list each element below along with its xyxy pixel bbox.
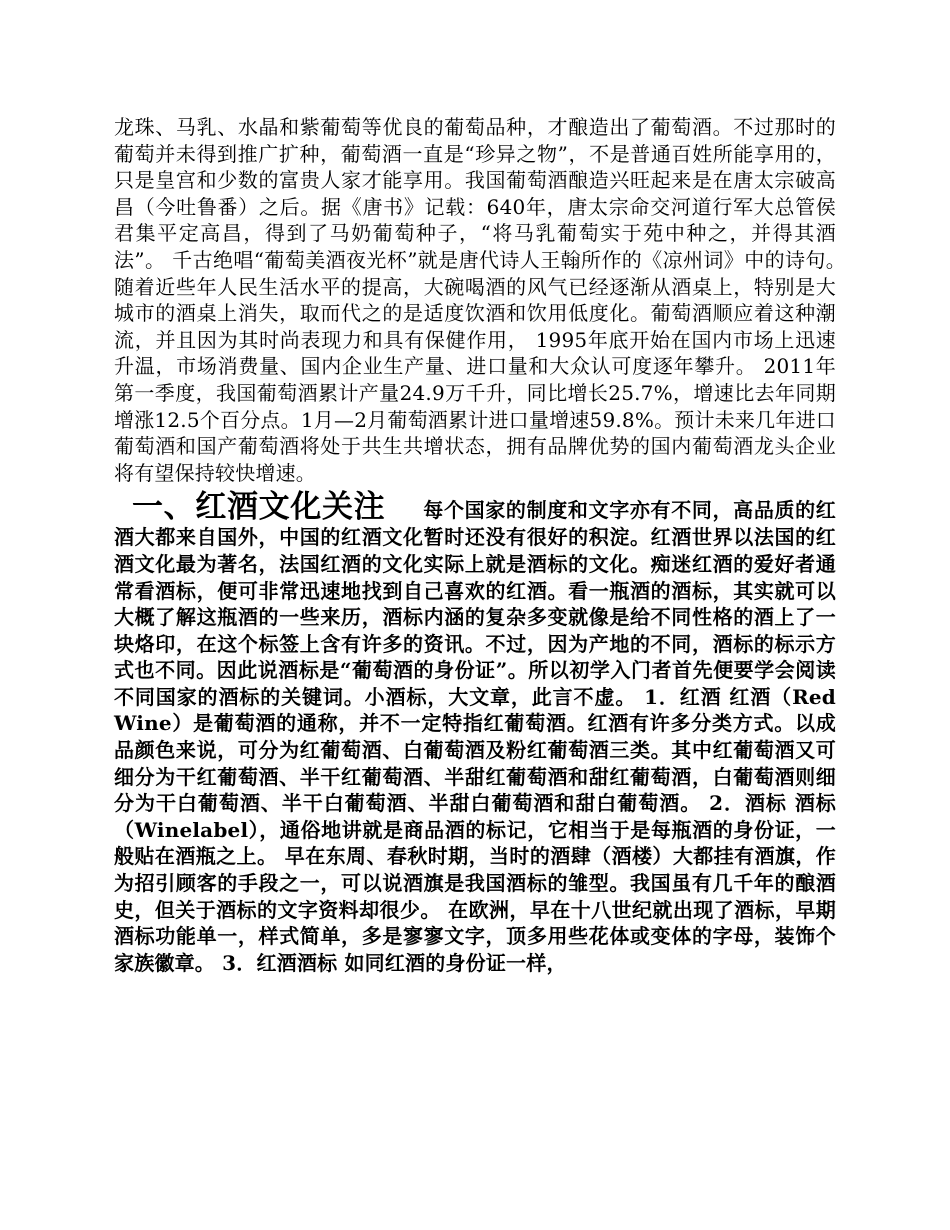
document-page [114,114,863,976]
section-body: 每个国家的制度和文字亦有不同，高品质的红酒大都来自国外，中国的红酒文化暂时还没有很好的积淀。红酒世界以法国的红酒文化最为著名，法国红酒的文化实际上就是酒标的文化。痴迷红酒的爱好者通常看酒标，便可非常迅速地找到自己喜欢的红酒。看一瓶酒的酒标，其实就可以大概了解这瓶酒的一些来历，酒标内涵的复杂多变就像是给不同性格的酒上了一块烙印，在这个标签上含有许多的资讯。不过，因为产地的不同，酒标的标示方式也不同。因此说酒标是“葡萄酒的身份证”。所以初学入门者首先便要学会阅读不同国家的酒标的关键词。小酒标，大文章，此言不虚。 1．红酒 红酒（Red Wine）是葡萄酒的通称，并不一定特指红葡萄酒。红酒有许多分类方式。以成品颜色来说，可分为红葡萄酒、白葡萄酒及粉红葡萄酒三类。其中红葡萄酒又可细分为干红葡萄酒、半干红葡萄酒、半甜红葡萄酒和甜红葡萄酒，白葡萄酒则细分为干白葡萄酒、半干白葡萄酒、半甜白葡萄酒和甜白葡萄酒。 2．酒标 酒标（Winelabel），通俗地讲就是商品酒的标记，它相当于是每瓶酒的身份证，一般贴在酒瓶之上。 早在东周、春秋时期，当时的酒肆（酒楼）大都挂有酒旗，作为招引顾客的手段之一，可以说酒旗是我国酒标的雏型。我国虽有几千年的酿酒史，但关于酒标的文字资料却很少。 在欧洲，早在十八世纪就出现了酒标，早期酒标功能单一，样式简单，多是寥寥文字，顶多用些花体或变体的字母，装饰个家族徽章。 3．红酒酒标 如同红酒的身份证一样， [114,498,837,975]
intro-paragraph: 龙珠、马乳、水晶和紫葡萄等优良的葡萄品种，才酿造出了葡萄酒。不过那时的葡萄并未得到推广扩种，葡萄酒一直是“珍异之物”，不是普通百姓所能享用的，只是皇宫和少数的富贵人家才能享用。我国葡萄酒酿造兴旺起来是在唐太宗破高昌（今吐鲁番）之后。据《唐书》记载：640年，唐太宗命交河道行军大总管侯君集平定高昌，得到了马奶葡萄种子，“将马乳葡萄实于苑中种之，并得其酒法”。 千古绝唱“葡萄美酒夜光杯”就是唐代诗人王翰所作的《凉州词》中的诗句。 随着近些年人民生活水平的提高，大碗喝酒的风气已经逐渐从酒桌上，特别是大城市的酒桌上消失，取而代之的是适度饮酒和饮用低度化。葡萄酒顺应着这种潮流，并且因为其时尚表现力和具有保健作用， 1995年底开始在国内市场上迅速升温，市场消费量、国内企业生产量、进口量和大众认可度逐年攀升。 2011年第一季度，我国葡萄酒累计产量24.9万千升，同比增长25.7%，增速比去年同期增涨12.5个百分点。1月—2月葡萄酒累计进口量增速59.8%。预计未来几年进口葡萄酒和国产葡萄酒将处于共生共增状态，拥有品牌优势的国内葡萄酒龙头企业将有望保持较快增速。 [114,115,863,485]
section-heading: 一、红酒文化关注 [132,489,386,526]
section-paragraph [114,490,836,976]
